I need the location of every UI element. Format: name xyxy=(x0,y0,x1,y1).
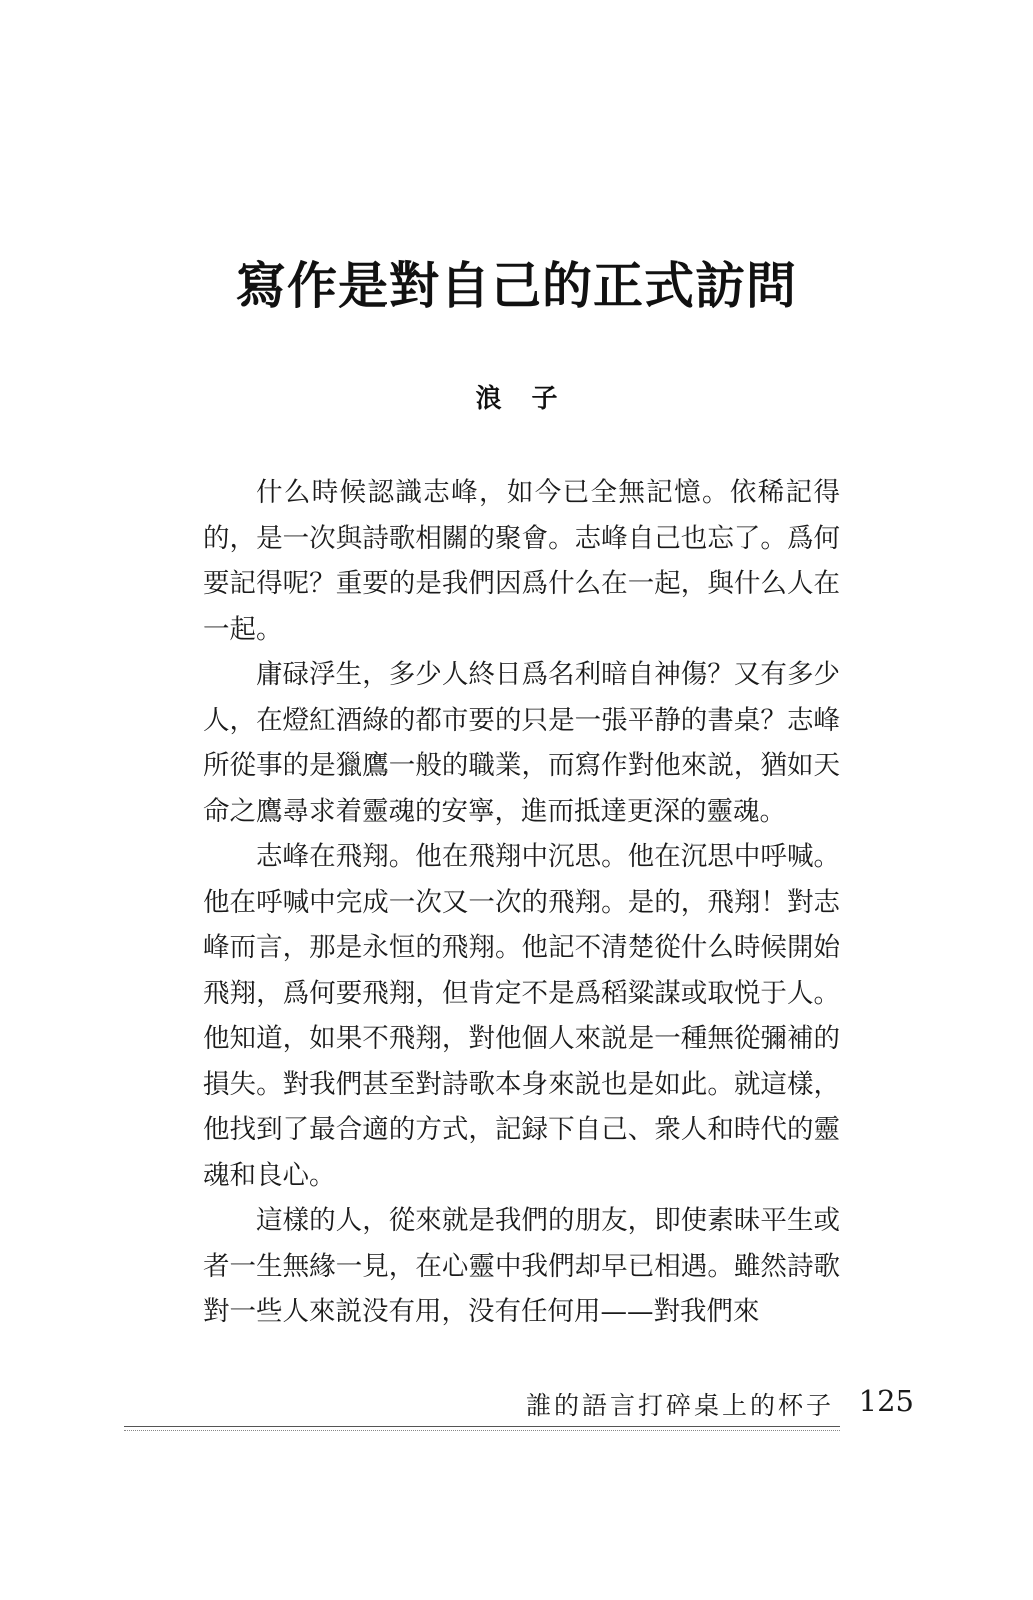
page-footer xyxy=(124,1386,914,1446)
paragraph: 庸碌浮生，多少人終日爲名利暗自神傷？又有多少人，在燈紅酒綠的都市要的只是一張平静的書桌？志峰所從事的是獵鷹一般的職業，而寫作對他來説，猶如天命之鷹尋求着靈魂的安寧，進而抵達更深的靈魂。 xyxy=(203,659,840,827)
page-number: 125 xyxy=(858,1384,914,1418)
footer-rule xyxy=(124,1426,840,1427)
footer-rule-secondary xyxy=(124,1430,840,1431)
article-title: 寫作是對自己的正式訪問 xyxy=(236,256,797,315)
paragraph: 志峰在飛翔。他在飛翔中沉思。他在沉思中呼喊。他在呼喊中完成一次又一次的飛翔。是的，飛翔！對志峰而言，那是永恒的飛翔。他記不清楚從什么時候開始飛翔，爲何要飛翔，但肯定不是爲稻粱謀或取悦于人。他知道，如果不飛翔，對他個人來説是一種無從彌補的損失。對我們甚至對詩歌本身來説也是如此。就這樣，他找到了最合適的方式，記録下自己、衆人和時代的靈魂和良心。 xyxy=(203,841,840,1191)
paragraph: 什么時候認識志峰，如今已全無記憶。依稀記得的，是一次與詩歌相關的聚會。志峰自己也忘了。爲何要記得呢？重要的是我們因爲什么在一起，與什么人在一起。 xyxy=(203,477,840,645)
author-name: 浪子 xyxy=(475,384,588,414)
paragraph: 這樣的人，從來就是我們的朋友，即使素昧平生或者一生無緣一見，在心靈中我們却早已相遇。雖然詩歌對一些人來説没有用，没有任何用——對我們來 xyxy=(203,1205,840,1327)
article-body xyxy=(203,470,840,1335)
running-title: 誰的語言打碎桌上的杯子 xyxy=(525,1391,834,1420)
